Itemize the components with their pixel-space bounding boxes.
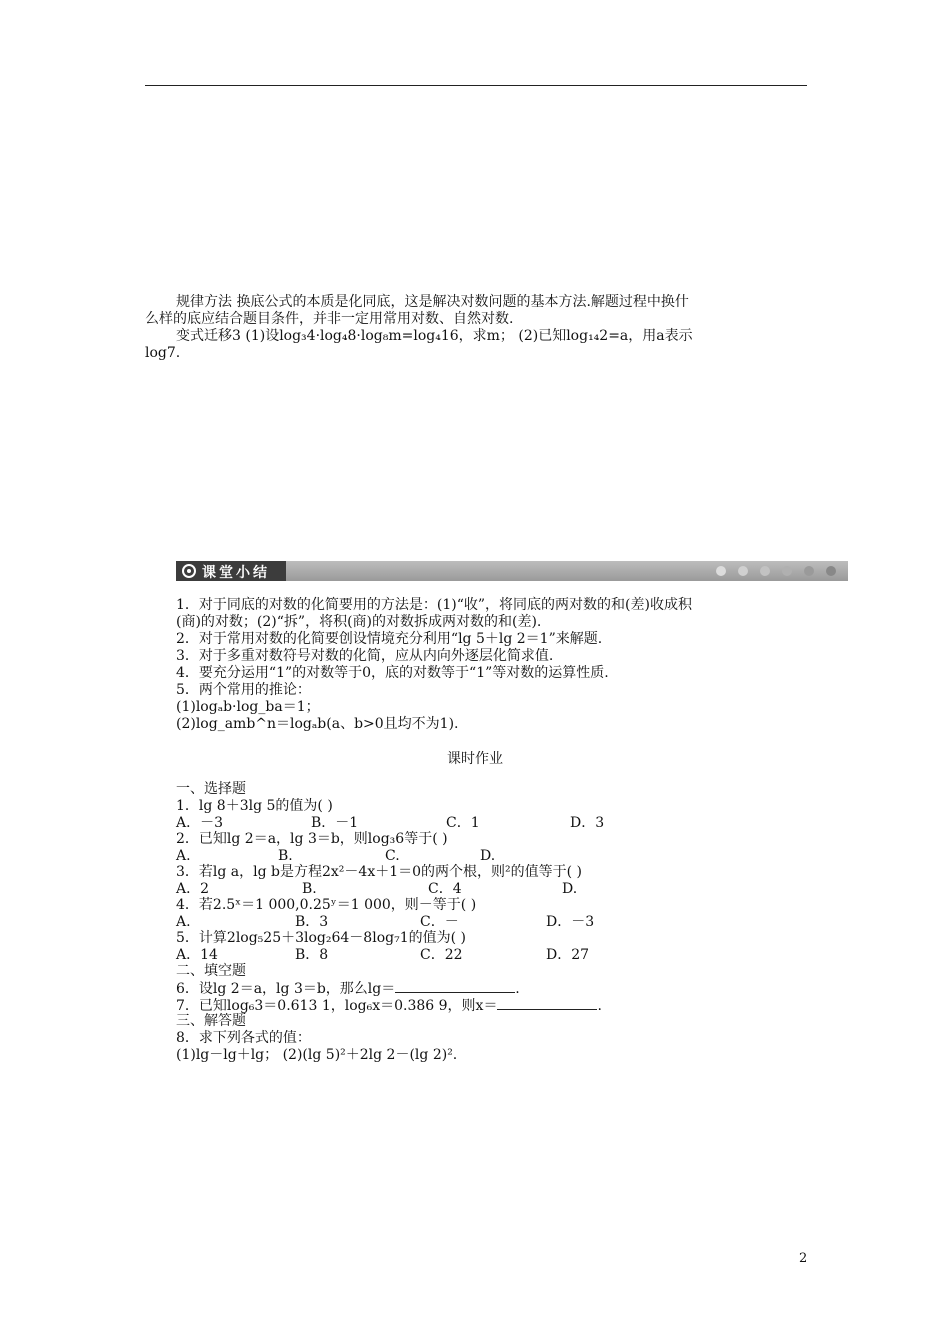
section-heading: 二、填空题 <box>176 963 246 979</box>
question-8: 8．求下列各式的值： <box>176 1030 311 1046</box>
summary-line: (1)logₐb·log_ba＝1； <box>176 699 320 715</box>
target-icon <box>182 564 196 578</box>
summary-banner <box>176 561 848 581</box>
q5-option-b: B．8 <box>295 947 329 963</box>
summary-line: 1．对于同底的对数的化简要用的方法是：(1)“收”，将同底的两对数的和(差)收成积 <box>176 597 692 613</box>
header-rule <box>145 85 807 86</box>
summary-line: (2)log_amb^n＝logₐb(a、b>0且均不为1). <box>176 716 459 732</box>
q6-period: . <box>515 981 520 997</box>
decor-dot-icon <box>782 566 792 576</box>
page-number: 2 <box>799 1251 808 1266</box>
q7-text: 7．已知log₆3＝0.613 1，log₆x＝0.386 9，则x＝ <box>176 998 498 1014</box>
decor-dot-icon <box>716 566 726 576</box>
decor-dot-icon <box>826 566 836 576</box>
q1-option-b: B．－1 <box>311 815 359 831</box>
decor-dot-icon <box>804 566 814 576</box>
variation3-line1: 变式迁移3 (1)设log₃4·log₄8·log₈m=log₄16，求m； (2)已知log₁₄2=a，用a表示 <box>176 328 693 344</box>
q2-option-b: B. <box>278 848 293 864</box>
q3-option-b: B. <box>302 881 317 897</box>
summary-line: 4．要充分运用“1”的对数等于0，底的对数等于“1”等对数的运算性质. <box>176 665 609 681</box>
question-6 <box>176 980 520 998</box>
question-1: 1．lg 8＋3lg 5的值为( ) <box>176 798 333 814</box>
method-note-line2: 么样的底应结合题目条件，并非一定用常用对数、自然对数. <box>145 311 514 327</box>
q8-parts: (1)lg－lg＋lg； (2)(lg 5)²＋2lg 2－(lg 2)². <box>176 1047 458 1063</box>
summary-line: (商)的对数；(2)“拆”，将积(商)的对数拆成两对数的和(差). <box>176 614 542 630</box>
q4-option-d: D．－3 <box>546 914 595 930</box>
variation3-line2: log7. <box>145 345 181 361</box>
q7-answer-blank[interactable] <box>497 997 597 1010</box>
q5-option-a: A．14 <box>176 947 218 963</box>
q3-option-a: A．2 <box>176 881 210 897</box>
q4-option-a: A. <box>176 914 191 930</box>
q5-option-c: C．22 <box>420 947 463 963</box>
summary-line: 3．对于多重对数符号对数的化简，应从内向外逐层化简求值. <box>176 648 554 664</box>
section-heading: 三、解答题 <box>176 1013 246 1029</box>
q1-option-d: D．3 <box>570 815 605 831</box>
banner-tab <box>176 561 286 581</box>
question-4: 4．若2.5ˣ＝1 000,0.25ʸ＝1 000，则－等于( ) <box>176 897 477 913</box>
summary-line: 5．两个常用的推论： <box>176 682 311 698</box>
q3-option-c: C．4 <box>428 881 462 897</box>
q6-answer-blank[interactable] <box>395 980 515 993</box>
question-5: 5．计算2log₅25＋3log₂64－8log₇1的值为( ) <box>176 930 466 946</box>
q1-option-a: A．－3 <box>176 815 224 831</box>
q4-option-b: B．3 <box>295 914 329 930</box>
banner-title: 课堂小结 <box>202 565 270 581</box>
summary-line: 2．对于常用对数的化简要创设情境充分利用“lg 5＋lg 2＝1”来解题. <box>176 631 603 647</box>
q5-option-d: D．27 <box>546 947 590 963</box>
q1-option-c: C．1 <box>446 815 480 831</box>
q6-text: 6．设lg 2＝a，lg 3＝b，那么lg＝ <box>176 981 396 997</box>
question-3: 3．若lg a，lg b是方程2x²－4x＋1＝0的两个根，则²的值等于( ) <box>176 864 583 880</box>
q4-option-c: C．－ <box>420 914 459 930</box>
q3-option-d: D. <box>562 881 578 897</box>
section-heading: 一、选择题 <box>176 781 246 797</box>
q2-option-c: C. <box>385 848 400 864</box>
question-2: 2．已知lg 2＝a，lg 3＝b，则log₃6等于( ) <box>176 831 448 847</box>
q2-option-a: A. <box>176 848 191 864</box>
homework-title: 课时作业 <box>447 751 503 767</box>
q2-option-d: D. <box>480 848 496 864</box>
decor-dot-icon <box>738 566 748 576</box>
q7-period: . <box>597 998 602 1014</box>
method-note-line1: 规律方法 换底公式的本质是化同底，这是解决对数问题的基本方法.解题过程中换什 <box>176 294 689 310</box>
decor-dot-icon <box>760 566 770 576</box>
